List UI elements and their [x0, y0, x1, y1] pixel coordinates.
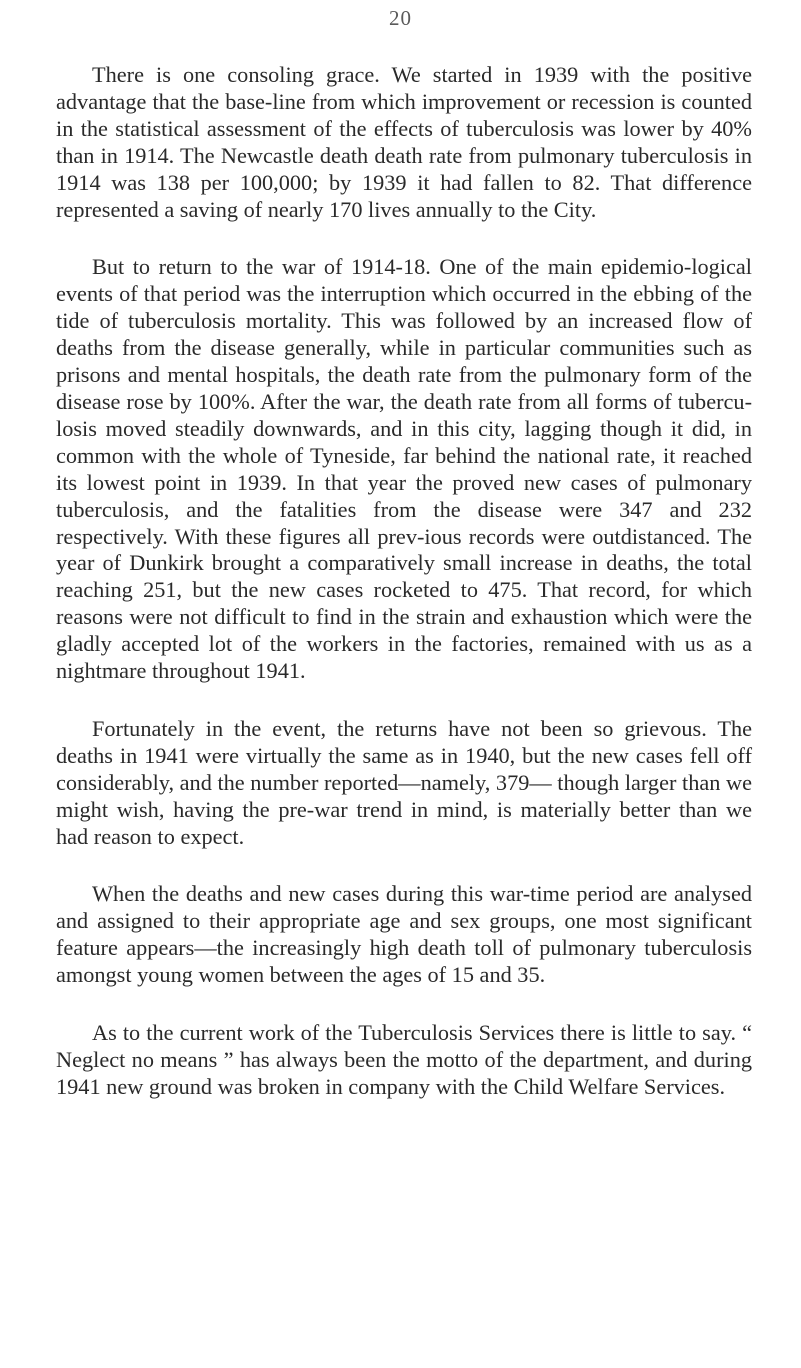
page-number: 20: [389, 6, 412, 30]
paragraph-returns-1941: Fortunately in the event, the returns have not been so grievous. The deaths in 1941 were virtually the same as in 1940, but the new cases fell off considerably, and the number reported—namely, 379— though larger than we might wish, having the pre-war trend in mind, is materially better than we had reason to expect.: [56, 715, 752, 849]
paragraph-war-1914-18: But to return to the war of 1914-18. One of the main epidemio-logical events of that period was the interruption which occurred in the ebbing of the tide of tuberculosis mortality. This was followed by an increased flow of deaths from the disease generally, while in particular communities such as prisons and mental hospitals, the death rate from the pulmonary form of the disease rose by 100%. After the war, the death rate from all forms of tubercu-losis moved steadily downwards, and in this city, lagging though it did, in common with the whole of Tyneside, far behind the national rate, it reached its lowest point in 1939. In that year the proved new cases of pulmonary tuberculosis, and the fatalities from the disease were 347 and 232 respectively. With these figures all prev-ious records were outdistanced. The year of Dunkirk brought a comparatively small increase in deaths, the total reaching 251, but the new cases rocketed to 475. That record, for which reasons were not difficult to find in the strain and exhaustion which were the gladly accepted lot of the workers in the factories, remained with us as a nightmare throughout 1941.: [56, 254, 752, 684]
paragraph-consoling-grace: There is one consoling grace. We started in 1939 with the positive advantage that the base-line from which improvement or recession is counted in the statistical assessment of the effects of tuberculosis was lower by 40% than in 1914. The Newcastle death death rate from pulmonary tuberculosis in 1914 was 138 per 100,000; by 1939 it had fallen to 82. That difference represented a saving of nearly 170 lives annually to the City.: [56, 62, 752, 222]
body-text: [56, 62, 752, 1101]
paragraph-age-sex-analysis: When the deaths and new cases during this war-time period are analysed and assigned to their appropriate age and sex groups, one most significant feature appears—the increasingly high death toll of pulmonary tuberculosis amongst young women between the ages of 15 and 35.: [56, 881, 752, 988]
paragraph-tuberculosis-services: As to the current work of the Tuberculosis Services there is little to say. “ Neglect no means ” has always been the motto of the department, and during 1941 new ground was broken in company with the Child Welfare Services.: [56, 1020, 752, 1099]
